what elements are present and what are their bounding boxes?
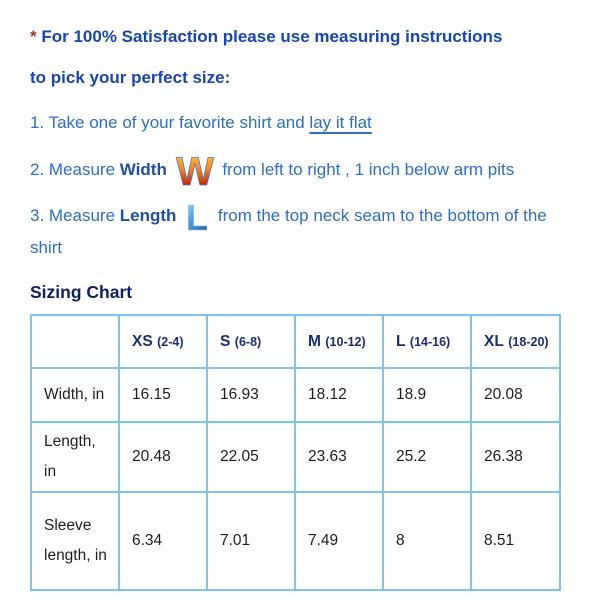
step3-prefix: 3. Measure bbox=[30, 206, 116, 225]
sleeve-xs-value: 6.34 bbox=[119, 492, 207, 590]
instruction-step-2 bbox=[30, 150, 572, 194]
header-corner-cell bbox=[31, 315, 119, 368]
width-m-value: 18.12 bbox=[295, 368, 383, 422]
step2-width-word: Width bbox=[119, 160, 167, 179]
header-m-range: (10-12) bbox=[325, 334, 366, 349]
width-xl-value: 20.08 bbox=[471, 368, 560, 422]
width-w-icon bbox=[175, 146, 215, 193]
length-xs-value: 20.48 bbox=[119, 422, 207, 492]
length-xl-value: 26.38 bbox=[471, 422, 560, 492]
row-label-length: Length, in bbox=[31, 422, 119, 492]
width-s-value: 16.93 bbox=[207, 368, 295, 422]
table-header-row bbox=[31, 315, 560, 368]
intro-line-1 bbox=[30, 16, 572, 57]
table-row-sleeve bbox=[31, 492, 560, 590]
svg-text:W: W bbox=[175, 150, 214, 194]
header-xs-range: (2-4) bbox=[157, 334, 184, 349]
step3-suffix: from the top neck seam to the bottom of the shirt bbox=[30, 206, 547, 257]
width-l-value: 18.9 bbox=[383, 368, 471, 422]
instruction-step-3 bbox=[30, 196, 552, 264]
header-l bbox=[383, 315, 471, 368]
step1-underlined-text: lay it flat bbox=[309, 113, 372, 132]
header-m-size: M bbox=[308, 332, 321, 350]
sizing-chart-title: Sizing Chart bbox=[30, 282, 133, 302]
sleeve-l-value: 8 bbox=[383, 492, 471, 590]
length-m-value: 23.63 bbox=[295, 422, 383, 492]
sizing-chart-table bbox=[30, 314, 561, 591]
sleeve-s-value: 7.01 bbox=[207, 492, 295, 590]
header-l-range: (14-16) bbox=[409, 334, 451, 349]
header-xl-size: XL bbox=[484, 332, 504, 350]
row-label-sleeve: Sleeve length, in bbox=[31, 492, 119, 590]
header-l-size: L bbox=[396, 332, 406, 350]
header-xl-range: (18-20) bbox=[508, 334, 549, 349]
instruction-step-1 bbox=[30, 107, 572, 139]
svg-text:L: L bbox=[186, 196, 209, 237]
header-s-range: (6-8) bbox=[234, 334, 262, 349]
header-s bbox=[207, 315, 295, 368]
step2-prefix: 2. Measure bbox=[30, 160, 116, 179]
step1-text: 1. Take one of your favorite shirt and bbox=[30, 113, 305, 132]
width-xs-value: 16.15 bbox=[119, 368, 207, 422]
step3-length-word: Length bbox=[119, 206, 177, 225]
header-xs bbox=[119, 315, 207, 368]
step2-suffix: from left to right , 1 inch below arm pits bbox=[222, 160, 515, 179]
intro-line-2: to pick your perfect size: bbox=[30, 68, 231, 87]
length-l-value: 25.2 bbox=[383, 422, 471, 492]
row-label-width: Width, in bbox=[31, 368, 119, 422]
intro-line1-text: For 100% Satisfaction please use measuring instructions bbox=[41, 27, 503, 46]
sleeve-xl-value: 8.51 bbox=[471, 492, 560, 590]
header-m bbox=[295, 315, 383, 368]
table-row-width bbox=[31, 368, 560, 422]
length-s-value: 22.05 bbox=[207, 422, 295, 492]
asterisk-mark: * bbox=[30, 27, 37, 46]
intro-heading bbox=[30, 16, 572, 98]
header-s-size: S bbox=[220, 332, 231, 350]
sleeve-m-value: 7.49 bbox=[295, 492, 383, 590]
header-xs-size: XS bbox=[132, 332, 153, 350]
table-row-length bbox=[31, 422, 560, 492]
header-xl bbox=[471, 315, 560, 368]
length-l-icon bbox=[184, 195, 210, 237]
